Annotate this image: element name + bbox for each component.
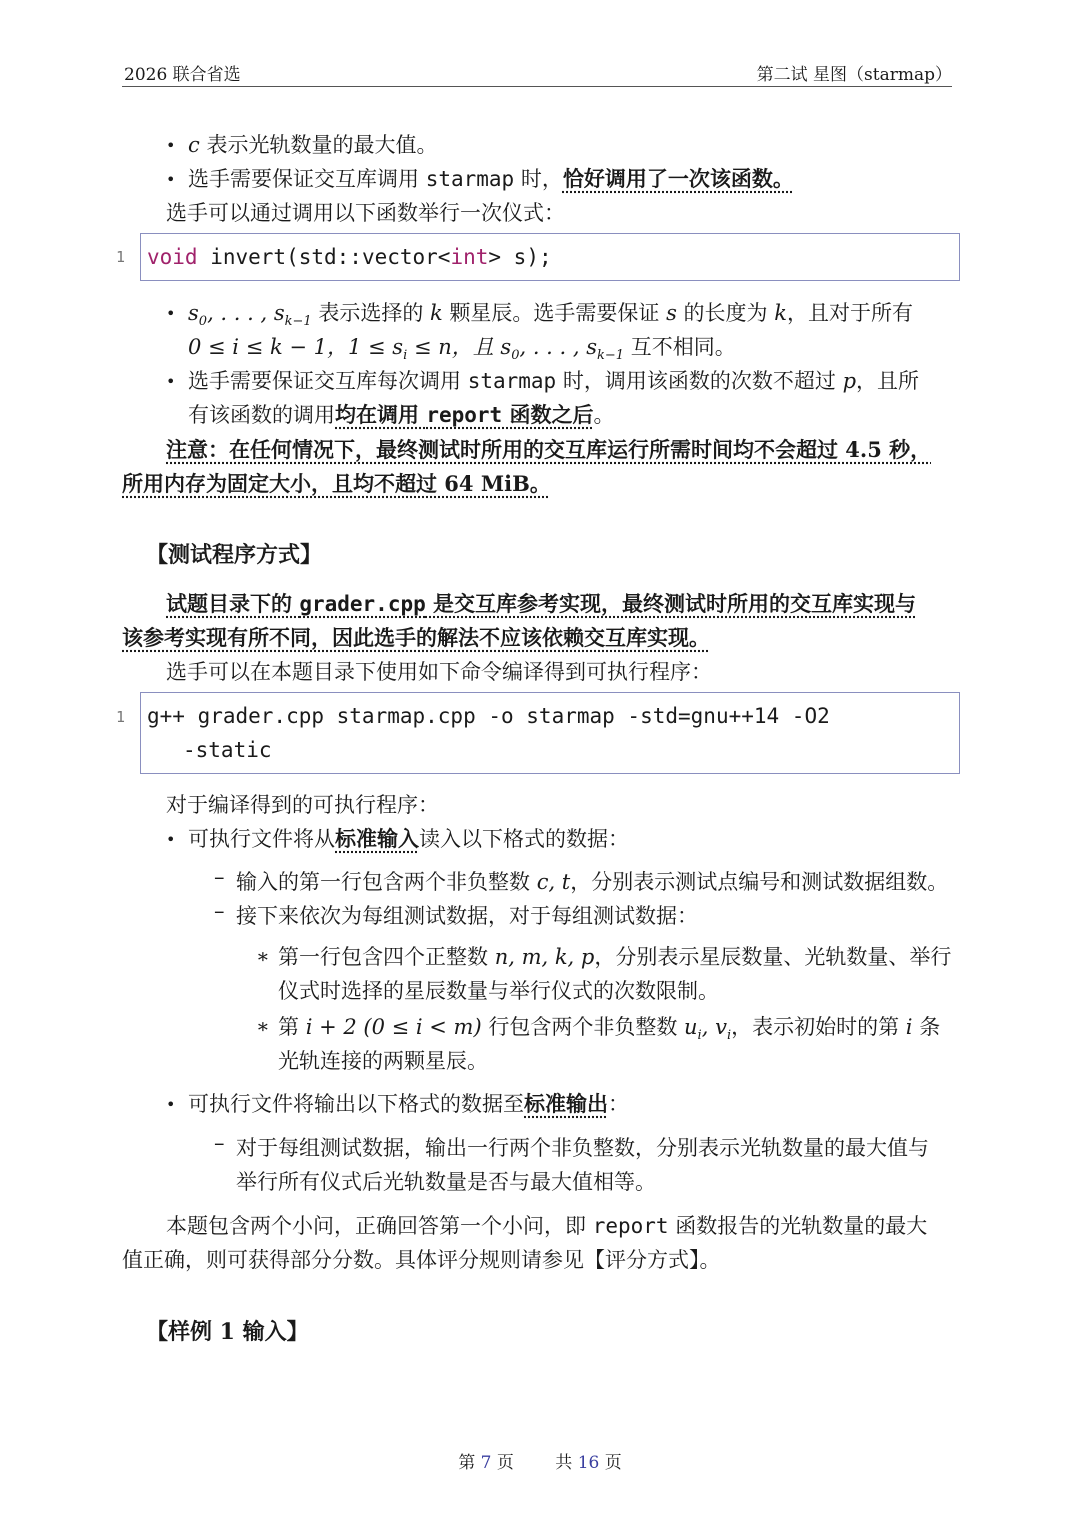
exec-intro: 对于编译得到的可执行程序： [166,793,439,817]
bullet-text: 读入以下格式的数据： [419,827,629,851]
star-text: 第一行包含四个正整数 [278,945,495,969]
code-text: invert(std::vector< [197,245,451,269]
emphasis-text: 是交互库参考实现，最终测试时所用的交互库实现与 [425,591,917,616]
math-sub: k−1 [597,348,625,364]
bullet-text: 互不相同。 [624,335,736,359]
star-text: ，表示初始时的第 [731,1015,906,1039]
bullet-stdout [188,1087,629,1121]
math-u: u [684,1015,698,1039]
dash-output-line1: 对于每组测试数据，输出一行两个非负整数，分别表示光轨数量的最大值与 [236,1136,929,1160]
score-paragraph-line2: 值正确，则可获得部分分数。具体评分规则请参见【评分方式】。 [122,1248,721,1272]
bullet-limit-line1 [188,364,919,398]
code-line-number: 1 [116,248,126,266]
code-line: -static [183,738,272,762]
math-sub: i [697,1028,702,1044]
test-paragraph-line2: 该参考实现有所不同，因此选手的解法不应该依赖交互库实现。 [122,625,710,650]
math-sub: k−1 [284,314,312,330]
bullet-limit-line2 [188,398,614,432]
dash-marker: – [214,1131,225,1155]
compile-intro: 选手可以在本题目录下使用如下命令编译得到可执行程序： [166,660,712,684]
star-first-row-line1 [278,940,951,974]
page-indicator [458,1453,514,1473]
bullet-text: 颗星辰。选手需要保证 [442,301,667,325]
bullet-text: 表示选择的 [311,301,430,325]
star-text: 条 [912,1015,941,1039]
bullet-text: 可执行文件将输出以下格式的数据至 [188,1092,524,1116]
page-number: 7 [480,1453,492,1473]
bullet-c-max [188,128,437,162]
emphasis-text: 标准输入 [335,826,419,851]
emphasis-text: 均在调用 [335,402,427,427]
bullet-text: 表示光轨数量的最大值。 [199,133,438,157]
math-s: , . . . , s [519,335,598,359]
inline-code: starmap [467,369,557,393]
math-s: s [188,301,199,325]
header-contest-title: 2026 联合省选 [124,65,241,85]
bullet-marker: • [166,830,176,849]
test-paragraph-line1 [166,587,916,621]
math-s: s [666,301,677,325]
bullet-text: 可执行文件将从 [188,827,335,851]
star-text: 行包含两个非负整数 [481,1015,685,1039]
emphasis-text: 试题目录下的 [166,591,300,616]
code-text: > s); [488,245,552,269]
math-s: , . . . , s [207,301,285,325]
bullet-stdin [188,822,629,856]
code-block-invert [140,233,960,281]
bullet-marker: • [166,304,176,323]
footer-text: 第 [458,1453,476,1473]
math-nmkp: n, m, k, p [494,945,595,969]
section-title-test: 【测试程序方式】 [146,542,323,568]
note-line1: 注意：在任何情况下，最终测试时所用的交互库运行所需时间均不会超过 4.5 秒， [166,437,932,462]
bullet-text: 时， [514,167,563,191]
math-sub: i [403,348,408,364]
code-keyword: int [450,245,489,269]
dash-text: ，分别表示测试点编号和测试数据组数。 [570,870,949,894]
math-i: i [905,1015,913,1039]
math-ct: c, t [536,870,571,894]
bullet-marker: • [166,372,176,391]
dash-each-test: 接下来依次为每组测试数据，对于每组测试数据： [236,904,698,928]
dash-marker: – [214,865,225,889]
total-page-number: 16 [577,1453,600,1473]
code-block-compile [140,692,960,774]
header-problem-title: 第二试 星图（starmap） [756,65,952,85]
dash-marker: – [214,899,225,923]
score-paragraph-line1 [166,1209,927,1243]
section-title-sample-input: 【样例 1 输入】 [146,1319,309,1345]
bullet-call-once [188,162,794,196]
code-line: g++ grader.cpp starmap.cpp -o starmap -std=gnu++14 -O2 [147,704,830,728]
code-line-number: 1 [116,708,126,726]
inline-code: report [426,403,503,427]
emphasis-text: 恰好调用了一次该函数。 [562,166,794,191]
footer-text: 页 [496,1453,514,1473]
bullet-marker: • [166,136,176,155]
bullet-marker: • [166,1095,176,1114]
dash-output-line2: 举行所有仪式后光轨数量是否与最大值相等。 [236,1170,656,1194]
math-k: k [774,301,787,325]
math-p: p [842,369,857,393]
star-first-row-line2: 仪式时选择的星辰数量与举行仪式的次数限制。 [278,979,719,1003]
math-k: k [430,301,443,325]
bullet-text: ，且所 [856,369,920,393]
math-v: , v [701,1015,727,1039]
inline-code: grader.cpp [299,592,426,616]
bullet-text: 时，调用该函数的次数不超过 [556,369,843,393]
bullet-text: 选手需要保证交互库每次调用 [188,369,468,393]
bullet-text: 。 [593,403,615,427]
footer-text: 页 [604,1453,622,1473]
math-c: c [188,133,200,157]
bullet-text: ： [608,1092,629,1116]
code-keyword: void [147,245,198,269]
star-edge-row-line2: 光轨连接的两颗星辰。 [278,1049,488,1073]
paragraph-text: 函数报告的光轨数量的最大 [668,1214,928,1238]
dash-first-line [236,865,948,899]
emphasis-text: 函数之后 [502,402,594,427]
star-text: ，分别表示星辰数量、光轨数量、举行 [594,945,952,969]
total-pages-indicator [555,1453,621,1473]
dash-text: 输入的第一行包含两个非负整数 [236,870,537,894]
math-range: ≤ n，且 s [407,335,512,359]
bullet-text: 的长度为 [676,301,775,325]
math-range: 0 ≤ i ≤ k − 1，1 ≤ s [188,335,404,359]
bullet-text: ，且对于所有 [786,301,913,325]
page-footer [0,1448,1080,1473]
paragraph-text: 本题包含两个小问，正确回答第一个小问，即 [166,1214,593,1238]
note-line2: 所用内存为固定大小，且均不超过 64 MiB。 [122,471,551,496]
math-sub: 0 [511,348,520,364]
bullet-text: 选手需要保证交互库调用 [188,167,426,191]
bullet-marker: • [166,170,176,189]
star-marker: ∗ [256,944,270,968]
emphasis-text: 标准输出 [524,1091,608,1116]
star-text: 第 [278,1015,306,1039]
inline-code: report [592,1214,669,1238]
page-header [122,58,952,87]
math-sub: 0 [198,314,208,330]
math-row-index: i + 2 (0 ≤ i < m) [305,1015,482,1039]
bullet-text: 有该函数的调用 [188,403,335,427]
star-marker: ∗ [256,1014,270,1038]
inline-code: starmap [425,167,515,191]
math-sub: i [726,1028,732,1044]
invert-intro: 选手可以通过调用以下函数举行一次仪式： [166,201,565,225]
footer-text: 共 [555,1453,573,1473]
